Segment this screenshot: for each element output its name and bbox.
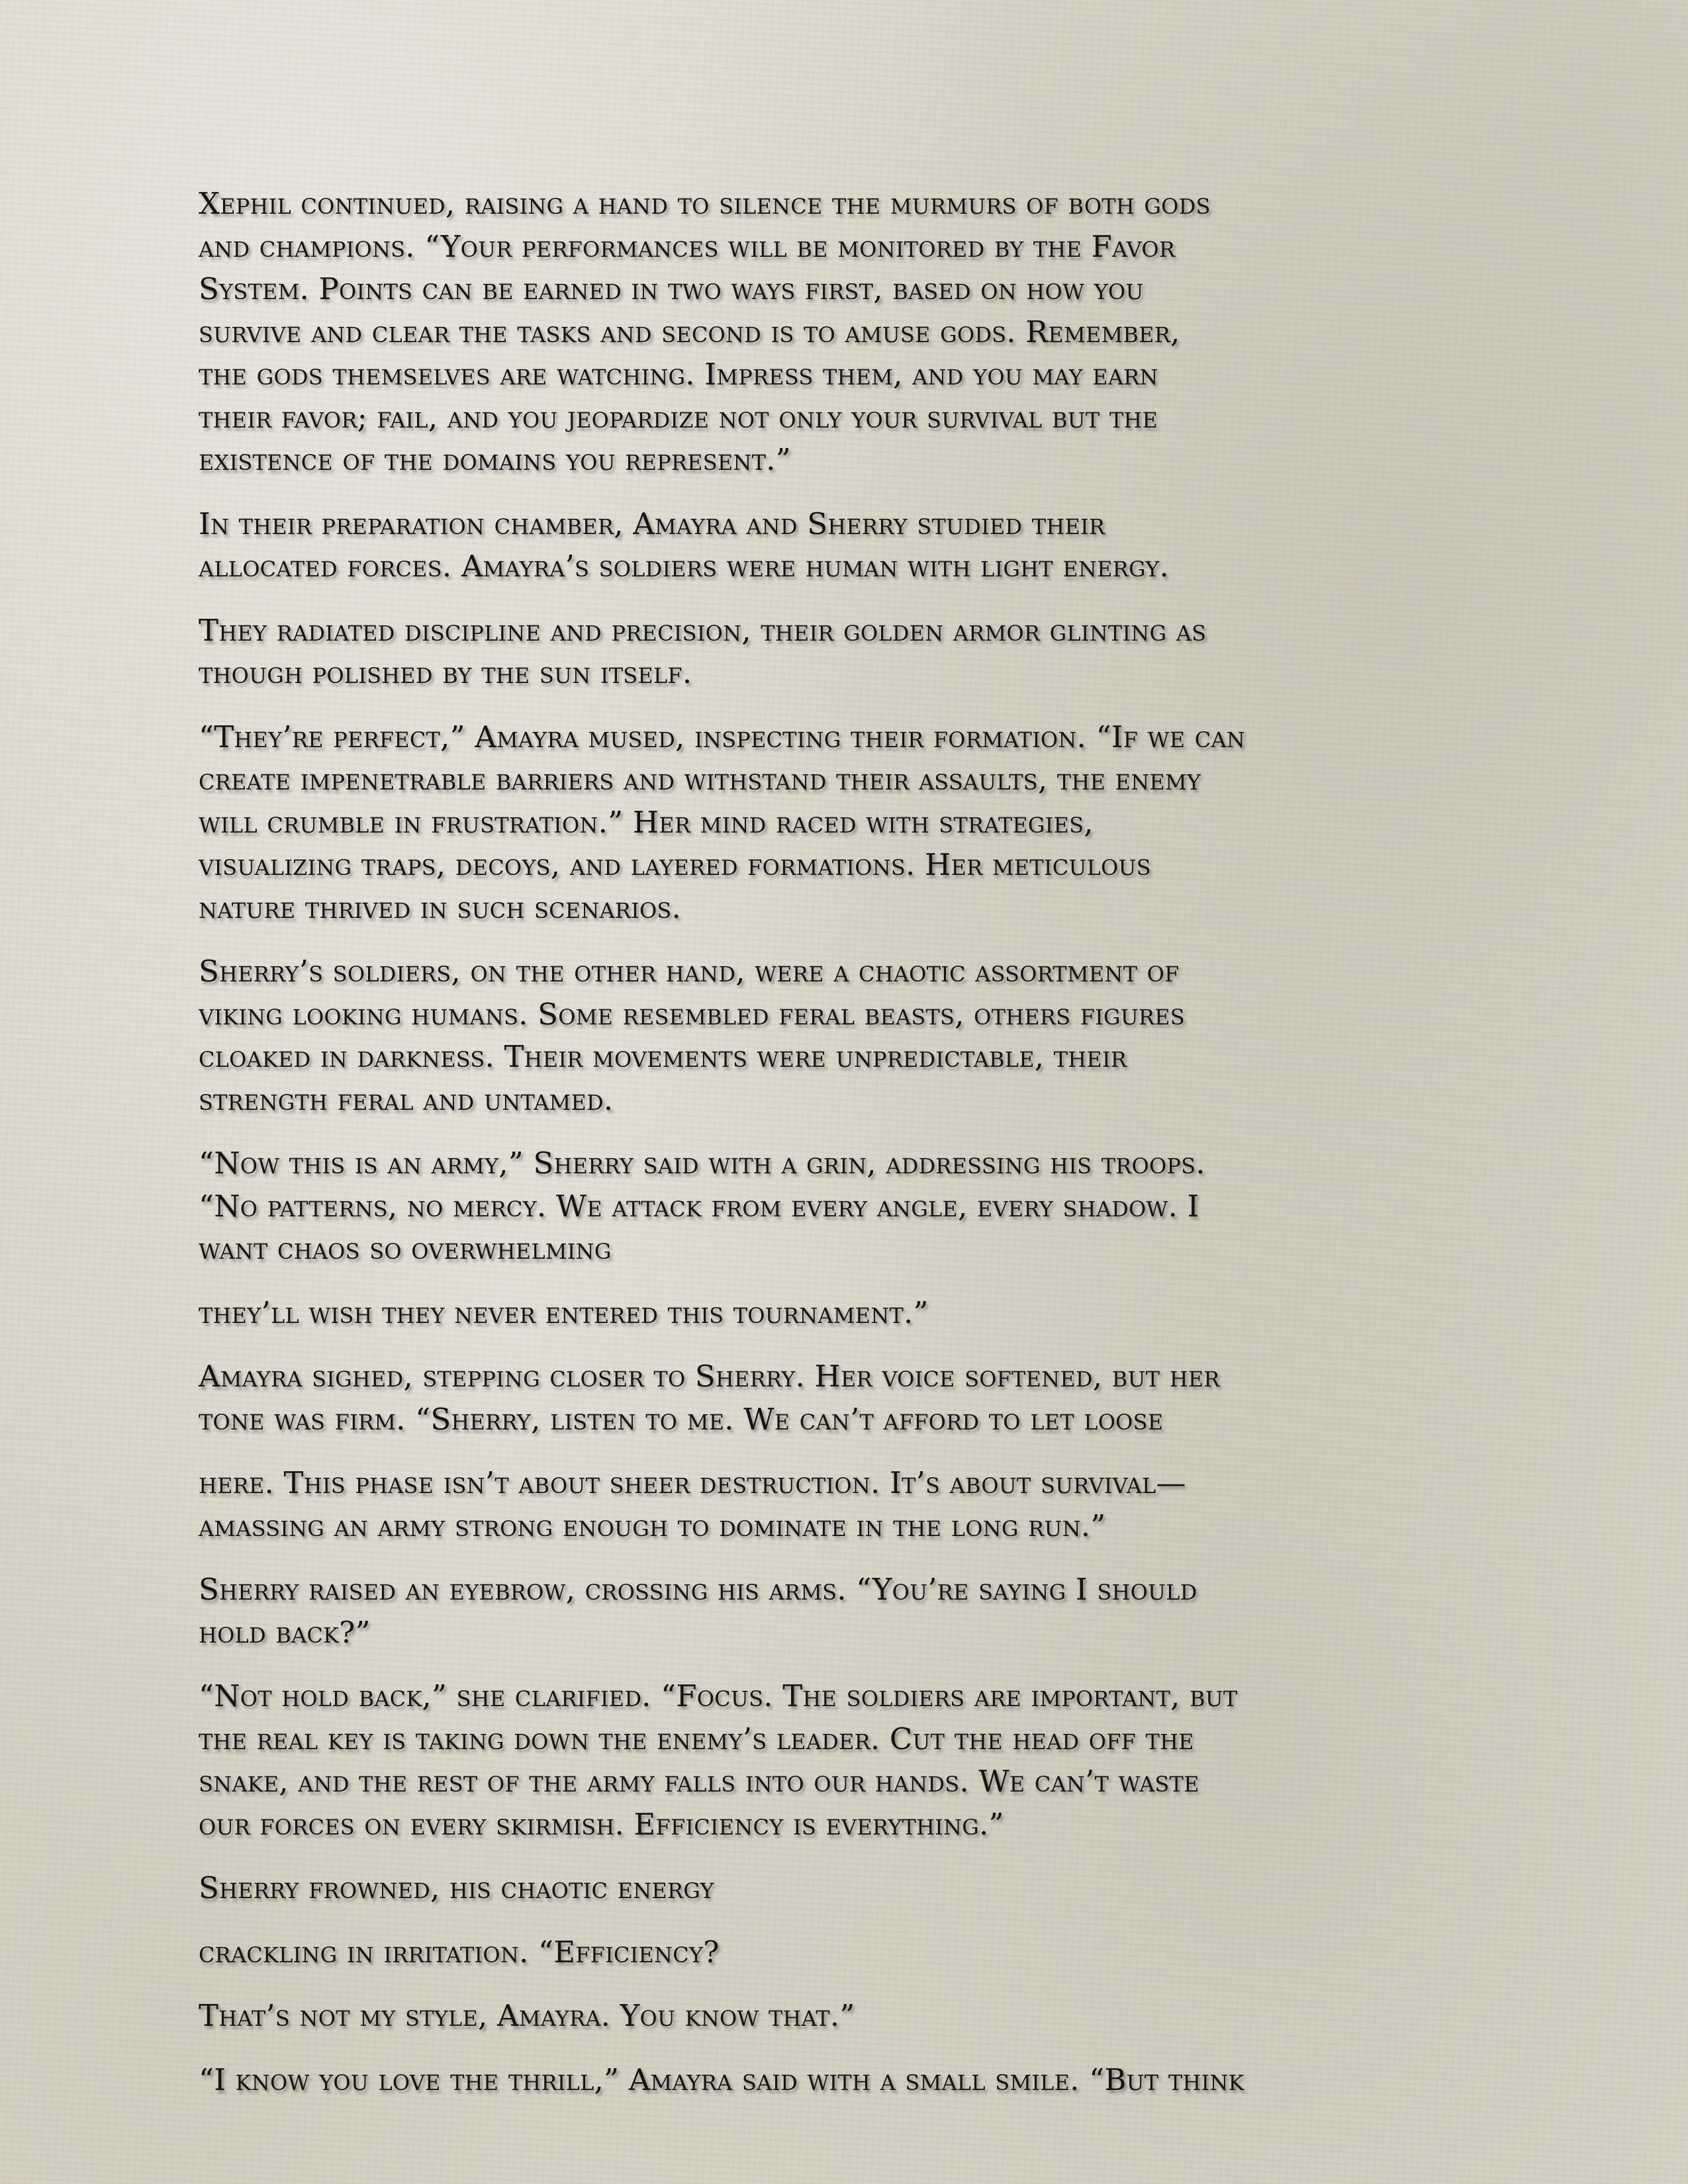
paragraph bbox=[199, 1995, 1489, 2038]
text-line: Sherry frowned, his chaotic energy bbox=[199, 1870, 714, 1905]
text-line: though polished by the sun itself. bbox=[199, 655, 692, 690]
paragraph bbox=[199, 1569, 1489, 1654]
text-line: the gods themselves are watching. Impress them, and you may earn bbox=[199, 357, 1158, 392]
paragraph bbox=[199, 1462, 1489, 1547]
text-line: and champions. “Your performances will be monitored by the Favor bbox=[199, 228, 1176, 264]
text-line: viking looking humans. Some resembled feral beasts, others figures bbox=[199, 996, 1185, 1032]
document-page bbox=[199, 183, 1489, 2122]
text-line: Sherry raised an eyebrow, crossing his arms. “You’re saying I should bbox=[199, 1572, 1197, 1607]
text-line: survive and clear the tasks and second is to amuse gods. Remember, bbox=[199, 314, 1180, 349]
text-line: allocated forces. Amayra’s soldiers were human with light energy. bbox=[199, 549, 1169, 584]
text-line: their favor; fail, and you jeopardize not only your survival but the bbox=[199, 399, 1158, 435]
text-line: Amayra sighed, stepping closer to Sherry. Her voice softened, but her bbox=[199, 1359, 1220, 1394]
text-line: “No patterns, no mercy. We attack from every angle, every shadow. I bbox=[199, 1188, 1199, 1224]
text-line: They radiated discipline and precision, their golden armor glinting as bbox=[199, 612, 1207, 648]
paragraph bbox=[199, 1142, 1489, 1271]
text-line: “Not hold back,” she clarified. “Focus. The soldiers are important, but bbox=[199, 1678, 1238, 1713]
paragraph bbox=[199, 183, 1489, 482]
text-line: hold back?” bbox=[199, 1614, 371, 1650]
text-line: crackling in irritation. “Efficiency? bbox=[199, 1934, 720, 1970]
text-line: visualizing traps, decoys, and layered formations. Her meticulous bbox=[199, 847, 1151, 882]
paragraph bbox=[199, 503, 1489, 588]
paragraph bbox=[199, 1931, 1489, 1974]
paragraph bbox=[199, 1675, 1489, 1846]
paragraph bbox=[199, 610, 1489, 695]
text-line: tone was firm. “Sherry, listen to me. We can’t afford to let loose bbox=[199, 1401, 1164, 1437]
text-line: Sherry’s soldiers, on the other hand, were a chaotic assortment of bbox=[199, 954, 1180, 989]
paragraph bbox=[199, 1355, 1489, 1441]
text-line: “I know you love the thrill,” Amayra said with a small smile. “But think bbox=[199, 2062, 1244, 2097]
text-line: snake, and the rest of the army falls into our hands. We can’t waste bbox=[199, 1764, 1199, 1799]
paragraph bbox=[199, 716, 1489, 930]
text-line: cloaked in darkness. Their movements were unpredictable, their bbox=[199, 1039, 1127, 1074]
paragraph bbox=[199, 1867, 1489, 1910]
paragraph bbox=[199, 950, 1489, 1121]
text-line: create impenetrable barriers and withstand their assaults, the enemy bbox=[199, 762, 1201, 797]
text-line: Xephil continued, raising a hand to silence the murmurs of both gods bbox=[199, 186, 1211, 221]
text-line: System. Points can be earned in two ways first, based on how you bbox=[199, 271, 1144, 306]
text-line: “Now this is an army,” Sherry said with a grin, addressing his troops. bbox=[199, 1146, 1205, 1181]
text-line: existence of the domains you represent.” bbox=[199, 442, 791, 477]
text-line: amassing an army strong enough to dominate in the long run.” bbox=[199, 1508, 1106, 1543]
text-line: here. This phase isn’t about sheer destruction. It’s about survival— bbox=[199, 1465, 1186, 1500]
text-line: will crumble in frustration.” Her mind raced with strategies, bbox=[199, 804, 1094, 840]
text-line: they’ll wish they never entered this tournament.” bbox=[199, 1295, 929, 1330]
text-line: strength feral and untamed. bbox=[199, 1081, 614, 1117]
text-line: nature thrived in such scenarios. bbox=[199, 889, 682, 925]
text-line: In their preparation chamber, Amayra and Sherry studied their bbox=[199, 506, 1105, 541]
text-line: That’s not my style, Amayra. You know that.” bbox=[199, 1998, 855, 2033]
text-line: our forces on every skirmish. Efficiency is everything.” bbox=[199, 1806, 1004, 1842]
paragraph bbox=[199, 2059, 1489, 2102]
text-line: “They’re perfect,” Amayra mused, inspecting their formation. “If we can bbox=[199, 719, 1246, 754]
text-line: want chaos so overwhelming bbox=[199, 1231, 612, 1266]
paragraph bbox=[199, 1292, 1489, 1335]
text-line: the real key is taking down the enemy’s leader. Cut the head off the bbox=[199, 1721, 1194, 1756]
